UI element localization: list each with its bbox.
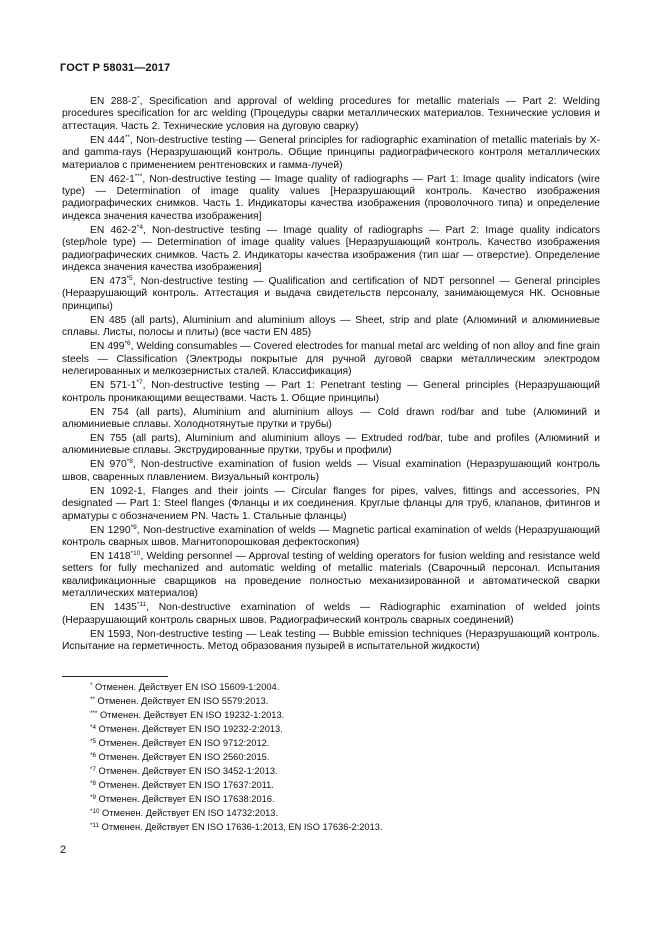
- reference-description: , Aluminium and aluminium alloys — Sheet, strip and plate (Алюминий и алюминиевые сплавы. Листы, полосы и плиты) (все части EN 485): [62, 314, 601, 339]
- footnote-marker: **: [90, 696, 95, 704]
- reference-code: EN 571-1: [90, 380, 137, 392]
- footnote-text: Отменен. Действует EN ISO 5579:2013.: [94, 696, 269, 707]
- footnote-marker: *9: [130, 523, 137, 531]
- reference-description: , Non-destructive examination of welds — Radiographic examination of welded joints (Неразрушающий контроль сварных швов. Радиографический контроль сварных соединений): [62, 602, 601, 626]
- reference-description: , Aluminium and aluminium alloys — Cold drawn rod/bar and tube (Алюминий и алюминиевые сплавы. Холоднотянутые прутки и трубы): [62, 406, 600, 430]
- reference-description: , Non-destructive testing — Image quality of radiographs — Part 2: Image quality indicators (step/hole type) — Determination of image quality values [Неразрушающий контроль. Качество изображения радиографических снимков. Часть 2. Индикаторы качества изображения (тип шаг — отверстие). Определение индекса значения качества изображения]: [62, 224, 600, 274]
- footnote-marker: *7: [136, 379, 143, 387]
- reference-description: , Specification and approval of welding procedures for metallic materials — Part 2: Welding procedures specification for arc welding (Процедуры сварки металлических материалов. Технические условия и аттестация. Часть 2. Технические условия на дуговую сварку): [62, 96, 600, 132]
- reference-description: , Welding consumables — Covered electrodes for manual metal arc welding of non alloy and fine grain steels — Classification (Электроды покрытые для ручной дуговой сварки металлическим электродом нелегированных и мелкозернистых сталей. Классификация): [62, 341, 600, 378]
- footnote: [90, 778, 383, 792]
- footnote-marker: *6: [124, 340, 131, 348]
- reference-entry: [62, 433, 600, 458]
- reference-entry: [62, 276, 600, 313]
- footnote: [90, 708, 383, 722]
- footnote: [90, 764, 383, 778]
- reference-description: , Non-destructive testing — Qualification and certification of NDT personnel — General principles (Неразрушающий контроль. Аттестация и выдача свидетельств персоналу, занимающемуся НК. Основные принципы): [62, 276, 600, 312]
- footnote-text: Отменен. Действует EN ISO 14732:2013.: [99, 808, 279, 819]
- footnote-separator: [62, 676, 168, 677]
- reference-code: EN 970: [90, 459, 127, 471]
- footnote-text: Отменен. Действует EN ISO 9712:2012.: [95, 738, 270, 749]
- footnote-marker: *5: [126, 275, 133, 283]
- reference-code: EN 755 (all parts): [90, 432, 178, 444]
- footnote-marker: *7: [90, 766, 96, 774]
- reference-code: EN 444: [90, 134, 125, 146]
- footnote: [90, 722, 383, 736]
- reference-entry: [62, 341, 600, 378]
- footnote-marker: ***: [134, 172, 143, 180]
- reference-description: , Non-destructive examination of fusion welds — Visual examination (Неразрушающий контроль швов, сваренных плавлением. Визуальный контроль): [62, 459, 600, 483]
- reference-code: EN 1092-1: [90, 485, 143, 497]
- reference-code: EN 462-2: [90, 224, 137, 236]
- reference-entry: [62, 407, 600, 432]
- reference-code: EN 288-2: [90, 96, 138, 107]
- footnote-text: Отменен. Действует EN ISO 15609-1:2004.: [92, 682, 280, 692]
- footnote-marker: *: [137, 95, 140, 102]
- reference-entry: [62, 629, 600, 654]
- footnote: [90, 750, 383, 764]
- reference-entry: [62, 380, 600, 405]
- footnote: [90, 792, 383, 806]
- reference-entry: [62, 459, 600, 484]
- footnote-marker: *9: [90, 794, 96, 802]
- footnote: [90, 806, 383, 820]
- footnote-text: Отменен. Действует EN ISO 17636-1:2013, EN ISO 17636-2:2013.: [99, 822, 383, 833]
- footnote-marker: *5: [90, 738, 96, 746]
- reference-description: , Non-destructive testing — Part 1: Penetrant testing — General principles (Неразрушающий контроль проникающими веществами. Часть 1. Общие принципы): [62, 380, 600, 404]
- footnote-marker: ***: [90, 710, 98, 718]
- reference-code: EN 473: [90, 276, 127, 288]
- footnote-marker: *8: [90, 780, 96, 788]
- reference-entry: [62, 602, 600, 627]
- normative-references: [62, 96, 600, 655]
- footnote-text: Отменен. Действует EN ISO 3452-1:2013.: [95, 766, 278, 777]
- reference-description: , Welding personnel — Approval testing of welding operators for fusion welding and resistance weld setters for fully mechanized and automatic welding of metallic materials (Сварочный персонал. Испытания квалификационные сварщиков на проведение полностью механизированной и автоматической сварки металлических материалов): [62, 550, 600, 600]
- reference-code: EN 754 (all parts): [90, 406, 184, 418]
- reference-description: , Non-destructive testing — Leak testing — Bubble emission techniques (Неразрушающий контроль. Испытание на герметичность. Метод образования пузырей в испытательной жидкости): [62, 628, 600, 652]
- footnote-text: Отменен. Действует EN ISO 19232-1:2013.: [97, 710, 285, 721]
- reference-code: EN 1290: [90, 524, 131, 536]
- footnote-marker: *: [90, 682, 93, 689]
- reference-description: , Flanges and their joints — Circular flanges for pipes, valves, fittings and accessories, PN designated — Part 1: Steel flanges (Фланцы и их соединения. Круглые фланцы для труб, клапанов, фитингов и арматуры с обозначением PN. Часть 1. Стальные фланцы): [62, 485, 600, 522]
- footnote-marker: *11: [90, 822, 99, 830]
- footnote-marker: *11: [136, 601, 147, 609]
- footnote-text: Отменен. Действует EN ISO 17638:2016.: [95, 794, 275, 805]
- footnote-marker: *8: [126, 458, 133, 466]
- reference-description: , Non-destructive testing — Image quality of radiographs — Part 1: Image quality indicators (wire type) — Determination of image quality values [Неразрушающий контроль. Качество изображения радиографических снимков. Часть 1. Индикаторы качества изображения (проволочного типа) и определение индекса значения качества изображения]: [62, 173, 600, 222]
- document-header: ГОСТ Р 58031—2017: [60, 62, 171, 74]
- reference-description: , Non-destructive examination of welds — Magnetic partical examination of welds (Неразрушающий контроль сварных швов. Магнитопорошковая дефектоскопия): [62, 524, 600, 548]
- reference-entry: [62, 525, 600, 550]
- reference-code: EN 499: [90, 341, 125, 353]
- footnotes: [90, 680, 383, 835]
- reference-entry: [62, 96, 600, 133]
- page-number: 2: [60, 844, 67, 856]
- footnote-text: Отменен. Действует EN ISO 19232-2:2013.: [95, 724, 283, 735]
- reference-code: EN 462-1: [90, 173, 135, 185]
- footnote-text: Отменен. Действует EN ISO 17637:2011.: [95, 780, 274, 791]
- reference-description: , Non-destructive testing — General principles for radiographic examination of metallic materials by X- and gamma-rays (Неразрушающий контроль. Общие принципы радиографического контроля металлических материалов с применением рентгеновских и гамма-лучей): [62, 134, 600, 171]
- reference-code: EN 1435: [90, 602, 137, 614]
- footnote: [90, 680, 383, 694]
- footnote: [90, 820, 383, 834]
- reference-code: EN 1593: [90, 628, 131, 640]
- reference-code: EN 485 (all parts): [90, 314, 176, 326]
- footnote-marker: **: [124, 133, 130, 141]
- footnote: [90, 694, 383, 708]
- footnote-marker: *4: [90, 724, 96, 732]
- reference-entry: [62, 315, 600, 340]
- footnote-text: Отменен. Действует EN ISO 2560:2015.: [95, 752, 270, 763]
- reference-entry: [62, 486, 600, 523]
- reference-entry: [62, 551, 600, 601]
- reference-description: , Aluminium and aluminium alloys — Extruded rod/bar, tube and profiles (Алюминий и алюминиевые сплавы. Экструдированные прутки, трубы и профили): [62, 432, 600, 457]
- footnote-marker: *4: [136, 223, 143, 231]
- footnote-marker: *6: [90, 752, 96, 760]
- footnote-marker: *10: [90, 808, 100, 816]
- reference-entry: [62, 135, 600, 172]
- footnote-marker: *10: [130, 549, 141, 557]
- footnote: [90, 736, 383, 750]
- reference-entry: [62, 225, 600, 275]
- reference-entry: [62, 174, 600, 224]
- reference-code: EN 1418: [90, 550, 131, 562]
